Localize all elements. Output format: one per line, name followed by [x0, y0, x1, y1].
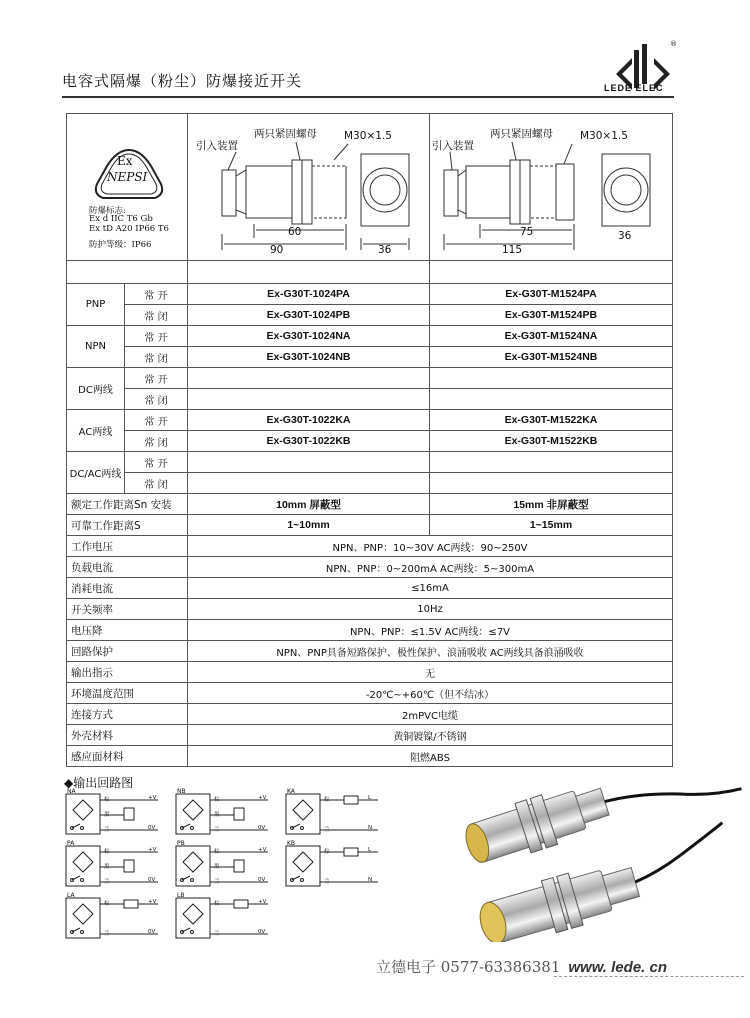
output-type-label: DC/AC两线: [67, 452, 125, 494]
spec-label: 回路保护: [67, 641, 188, 662]
footer: [376, 956, 667, 977]
spec-value: ≤16mA: [188, 578, 673, 599]
model-unshielded: [430, 368, 673, 389]
circuit-type-tag: NB: [177, 788, 186, 795]
terminal-label: 棕: [324, 849, 330, 855]
spec-label: 电压降: [67, 620, 188, 641]
terminal-label: 棕: [214, 901, 220, 907]
model-shielded: [188, 452, 430, 473]
terminal-label: 0V: [148, 877, 156, 883]
contact-type-label: 常 闭: [125, 305, 188, 326]
terminal-label: 棕: [104, 797, 110, 803]
model-row: [67, 284, 673, 305]
circuit-diagram: [172, 842, 272, 888]
face-dim: 36: [618, 230, 632, 242]
terminal-label: +V: [148, 899, 157, 905]
spec-value: 1~15mm: [430, 515, 673, 536]
output-type-label: DC两线: [67, 368, 125, 410]
thread-length-dim: 75: [520, 226, 534, 238]
face-dim: 36: [378, 244, 392, 256]
terminal-label: 棕: [104, 901, 110, 907]
drawing-cell-unshielded: [430, 114, 673, 261]
spec-label: 可靠工作距离S: [67, 515, 188, 536]
contact-type-label: 常 开: [125, 326, 188, 347]
distance-row: [67, 515, 673, 536]
terminal-label: 黑: [214, 812, 220, 818]
model-shielded: Ex-G30T-1024PB: [188, 305, 430, 326]
website-link[interactable]: www. lede. cn: [568, 959, 667, 976]
distance-row: [67, 494, 673, 515]
contact-type-label: 常 闭: [125, 431, 188, 452]
spec-label: 开关频率: [67, 599, 188, 620]
model-row: [67, 410, 673, 431]
thread-length-dim: 60: [288, 226, 302, 238]
spec-value: NPN、PNP具备短路保护、极性保护、浪涌吸收 AC两线具备浪涌吸收: [188, 641, 673, 662]
model-groups: [67, 284, 673, 494]
spec-table-wrapper: [66, 113, 672, 767]
spec-value: 10Hz: [188, 599, 673, 620]
circuit-type-tag: LA: [67, 892, 75, 899]
ex-marking-2: Ex tD A20 IP66 T6: [89, 224, 169, 234]
nuts-label: 两只紧固螺母: [254, 128, 317, 140]
dimension-drawing-shielded: [188, 114, 429, 260]
spec-value: 阻燃ABS: [188, 746, 673, 767]
circuit-schematic-icon: [62, 790, 162, 836]
circuit-diagram: [62, 894, 162, 940]
distance-specs: [67, 494, 673, 536]
title-divider: [62, 96, 674, 98]
terminal-label: 0V: [148, 825, 156, 831]
circuit-diagram: [282, 790, 382, 836]
model-row: [67, 452, 673, 473]
circuit-schematic-icon: [282, 790, 382, 836]
circuit-diagram: [172, 894, 272, 940]
spec-row: [67, 704, 673, 725]
contact-type-label: 常 开: [125, 284, 188, 305]
model-unshielded: Ex-G30T-M1522KB: [430, 431, 673, 452]
terminal-label: 黑: [104, 864, 110, 870]
circuit-schematic-icon: [62, 894, 162, 940]
terminal-label: 兰: [214, 827, 220, 833]
model-unshielded: [430, 473, 673, 494]
terminal-label: 兰: [214, 879, 220, 885]
output-type-label: PNP: [67, 284, 125, 326]
circuit-schematic-icon: [172, 894, 272, 940]
spec-label: 工作电压: [67, 536, 188, 557]
spec-value: 黄铜镀镍/不锈钢: [188, 725, 673, 746]
spec-value: 15mm 非屏蔽型: [430, 494, 673, 515]
circuit-type-tag: LB: [177, 892, 185, 899]
spec-label: 负载电流: [67, 557, 188, 578]
model-shielded: Ex-G30T-1024PA: [188, 284, 430, 305]
spec-row: [67, 662, 673, 683]
spec-label: 感应面材料: [67, 746, 188, 767]
spacer-row: [67, 261, 673, 284]
drawing-cell-shielded: [188, 114, 430, 261]
protection-grade: 防护等级：IP66: [89, 240, 152, 250]
terminal-label: 棕: [214, 797, 220, 803]
footer-divider: [554, 976, 744, 977]
model-unshielded: [430, 389, 673, 410]
nepsi-text: NEPSI: [107, 170, 148, 184]
circuit-type-tag: PB: [177, 840, 185, 847]
model-row: [67, 326, 673, 347]
terminal-label: 棕: [214, 849, 220, 855]
terminal-label: 兰: [104, 931, 110, 937]
certificate-cell: [67, 114, 188, 261]
inlet-label: 引入装置: [196, 140, 238, 152]
spec-label: 输出指示: [67, 662, 188, 683]
model-shielded: Ex-G30T-1022KB: [188, 431, 430, 452]
terminal-label: 棕: [324, 797, 330, 803]
terminal-label: 0V: [258, 877, 266, 883]
spec-row: [67, 557, 673, 578]
terminal-label: 兰: [104, 827, 110, 833]
terminal-label: +V: [258, 899, 267, 905]
contact-text: 立德电子 0577-63386381: [376, 958, 561, 976]
spec-label: 环境温度范围: [67, 683, 188, 704]
terminal-label: L: [368, 795, 372, 801]
ex-mark-text: Ex: [117, 154, 133, 168]
model-shielded: Ex-G30T-1024NB: [188, 347, 430, 368]
model-row: [67, 347, 673, 368]
spec-value: 2mPVC电缆: [188, 704, 673, 725]
total-length-dim: 115: [502, 244, 523, 256]
terminal-label: +V: [258, 847, 267, 853]
ex-marking-label: 防爆标志:: [89, 206, 126, 216]
spec-value: 1~10mm: [188, 515, 430, 536]
model-shielded: [188, 368, 430, 389]
terminal-label: L: [368, 847, 372, 853]
model-shielded: [188, 389, 430, 410]
logo-text: LEDE ELEC: [604, 83, 664, 93]
contact-type-label: 常 开: [125, 368, 188, 389]
spec-value: NPN、PNP：≤1.5V AC两线：≤7V: [188, 620, 673, 641]
terminal-label: +V: [148, 795, 157, 801]
model-shielded: Ex-G30T-1024NA: [188, 326, 430, 347]
circuit-schematic-icon: [172, 842, 272, 888]
contact-type-label: 常 闭: [125, 347, 188, 368]
spec-value: NPN、PNP：10~30V AC两线：90~250V: [188, 536, 673, 557]
circuit-diagram: [62, 790, 162, 836]
terminal-label: N: [368, 825, 373, 831]
spec-row: [67, 536, 673, 557]
spec-row: [67, 620, 673, 641]
model-row: [67, 473, 673, 494]
model-unshielded: Ex-G30T-M1524NA: [430, 326, 673, 347]
output-type-label: NPN: [67, 326, 125, 368]
terminal-label: 黑: [104, 812, 110, 818]
circuit-schematic-icon: [282, 842, 382, 888]
circuit-schematic-icon: [172, 790, 272, 836]
terminal-label: N: [368, 877, 373, 883]
header-row: [67, 114, 673, 261]
terminal-label: +V: [148, 847, 157, 853]
output-type-label: AC两线: [67, 410, 125, 452]
spec-row: [67, 725, 673, 746]
total-length-dim: 90: [270, 244, 284, 256]
circuit-type-tag: KB: [287, 840, 296, 847]
ex-marking-1: Ex d IIC T6 Gb: [89, 214, 153, 224]
output-circuit-title: ◆输出回路图: [64, 776, 134, 790]
registered-mark: ®: [670, 40, 677, 48]
circuit-diagram: [62, 842, 162, 888]
spec-row: [67, 683, 673, 704]
spec-value: 10mm 屏蔽型: [188, 494, 430, 515]
circuit-type-tag: KA: [287, 788, 295, 795]
terminal-label: 兰: [324, 827, 330, 833]
model-shielded: Ex-G30T-1022KA: [188, 410, 430, 431]
page-title: 电容式隔爆（粉尘）防爆接近开关: [62, 72, 303, 90]
terminal-label: 黑: [214, 864, 220, 870]
spec-row: [67, 746, 673, 767]
terminal-label: 兰: [104, 879, 110, 885]
model-shielded: [188, 473, 430, 494]
spec-row: [67, 641, 673, 662]
terminal-label: 棕: [104, 849, 110, 855]
model-unshielded: Ex-G30T-M1524PB: [430, 305, 673, 326]
model-row: [67, 368, 673, 389]
model-unshielded: Ex-G30T-M1524PA: [430, 284, 673, 305]
contact-type-label: 常 开: [125, 452, 188, 473]
circuit-type-tag: PA: [67, 840, 75, 847]
terminal-label: 兰: [324, 879, 330, 885]
spec-label: 连接方式: [67, 704, 188, 725]
terminal-label: 兰: [214, 931, 220, 937]
circuit-type-tag: NA: [67, 788, 76, 795]
spec-value: NPN、PNP：0~200mA AC两线：5~300mA: [188, 557, 673, 578]
model-unshielded: [430, 452, 673, 473]
spec-label: 外壳材料: [67, 725, 188, 746]
contact-type-label: 常 闭: [125, 473, 188, 494]
model-row: [67, 389, 673, 410]
terminal-label: 0V: [258, 929, 266, 935]
contact-type-label: 常 闭: [125, 389, 188, 410]
contact-type-label: 常 开: [125, 410, 188, 431]
spec-label: 消耗电流: [67, 578, 188, 599]
electrical-specs: [67, 536, 673, 767]
thread-label: M30×1.5: [580, 130, 628, 142]
model-unshielded: Ex-G30T-M1522KA: [430, 410, 673, 431]
circuit-diagram: [172, 790, 272, 836]
model-row: [67, 431, 673, 452]
model-unshielded: Ex-G30T-M1524NB: [430, 347, 673, 368]
product-photo: [452, 772, 750, 942]
inlet-label: 引入装置: [432, 140, 474, 152]
nuts-label: 两只紧固螺母: [490, 128, 553, 140]
terminal-label: 0V: [148, 929, 156, 935]
thread-label: M30×1.5: [344, 130, 392, 142]
terminal-label: +V: [258, 795, 267, 801]
dimension-drawing-unshielded: [430, 114, 672, 260]
model-row: [67, 305, 673, 326]
terminal-label: 0V: [258, 825, 266, 831]
spec-label: 额定工作距离Sn 安装: [67, 494, 188, 515]
circuit-diagram: [282, 842, 382, 888]
spec-value: 无: [188, 662, 673, 683]
spec-value: -20℃~+60℃（但不结冰）: [188, 683, 673, 704]
spec-table: [66, 113, 673, 767]
circuit-schematic-icon: [62, 842, 162, 888]
spec-row: [67, 578, 673, 599]
spec-row: [67, 599, 673, 620]
